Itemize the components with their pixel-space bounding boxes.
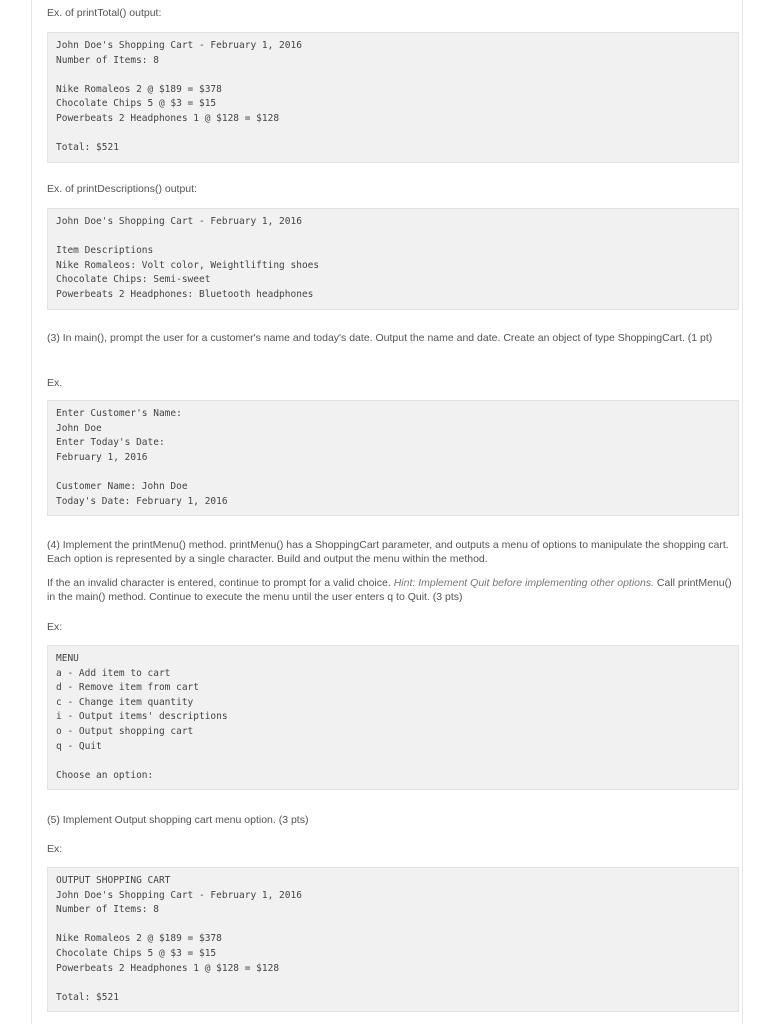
- step4-instructions-2: [47, 576, 742, 604]
- print-total-label: Ex. of printTotal() output:: [47, 7, 162, 19]
- code-line: John Doe: [56, 422, 102, 434]
- code-blank-line: [56, 754, 730, 769]
- code-line: OUTPUT SHOPPING CART: [56, 875, 171, 886]
- code-line: Enter Today's Date:: [56, 437, 165, 449]
- code-line: Today's Date: February 1, 2016: [56, 495, 228, 507]
- step5-instructions: (5) Implement Output shopping cart menu option. (3 pts): [47, 814, 309, 826]
- code-line: Enter Customer's Name:: [56, 408, 182, 419]
- code-line: Customer Name: John Doe: [56, 480, 188, 492]
- code-blank-line: [56, 918, 730, 933]
- code-line: i - Output items' descriptions: [56, 711, 228, 723]
- code-line: o - Output shopping cart: [56, 725, 194, 737]
- code-line: Nike Romaleos: Volt color, Weightlifting shoes: [56, 259, 320, 271]
- code-blank-line: [56, 230, 730, 245]
- step3-example-label: Ex.: [47, 377, 63, 389]
- code-line: Powerbeats 2 Headphones: Bluetooth headphones: [56, 288, 314, 300]
- code-line: MENU: [56, 653, 79, 664]
- code-line: d - Remove item from cart: [56, 682, 199, 694]
- step3-instructions: (3) In main(), prompt the user for a customer's name and today's date. Output the name and date. Create an object of type ShoppingCart. (1 pt): [47, 332, 713, 344]
- step4-instructions: (4) Implement the printMenu() method. printMenu() has a ShoppingCart parameter, and outputs a menu of options to manipulate the shopping cart. Each option is represented by a single character. Build and output the menu within the method.: [47, 539, 729, 565]
- step4-example-label: Ex:: [47, 621, 63, 633]
- code-line: Total: $521: [56, 991, 119, 1003]
- print-descriptions-code-block: [47, 208, 739, 310]
- code-blank-line: [56, 976, 730, 991]
- code-blank-line: [56, 68, 730, 83]
- step5-code-block: [47, 867, 739, 1012]
- step4-text-b: Call printMenu() in the main() method. Continue to execute the menu until the user enters q to Quit. (3 pts): [47, 577, 732, 603]
- step3-code-block: [47, 400, 739, 516]
- step4-hint: Hint: Implement Quit before implementing other options.: [393, 577, 654, 589]
- code-line: a - Add item to cart: [56, 667, 171, 679]
- step4-text-a: If the an invalid character is entered, continue to prompt for a valid choice.: [47, 577, 394, 589]
- code-line: Chocolate Chips 5 @ $3 = $15: [56, 947, 217, 959]
- code-line: Choose an option:: [56, 769, 154, 781]
- step4-menu-code-block: [47, 645, 739, 790]
- code-blank-line: [56, 465, 730, 480]
- code-line: Number of Items: 8: [56, 904, 159, 916]
- code-line: q - Quit: [56, 740, 102, 752]
- code-blank-line: [56, 127, 730, 142]
- code-line: John Doe's Shopping Cart - February 1, 2016: [56, 40, 302, 51]
- print-total-code-block: [47, 32, 739, 163]
- code-line: c - Change item quantity: [56, 696, 194, 708]
- code-line: John Doe's Shopping Cart - February 1, 2016: [56, 216, 302, 227]
- code-line: Chocolate Chips 5 @ $3 = $15: [56, 98, 217, 110]
- code-line: Powerbeats 2 Headphones 1 @ $128 = $128: [56, 112, 280, 124]
- print-descriptions-label: Ex. of printDescriptions() output:: [47, 183, 197, 195]
- code-line: Chocolate Chips: Semi-sweet: [56, 274, 211, 286]
- step5-example-label: Ex:: [47, 843, 63, 855]
- code-line: Item Descriptions: [56, 245, 154, 257]
- code-line: Total: $521: [56, 142, 119, 154]
- code-line: John Doe's Shopping Cart - February 1, 2016: [56, 889, 302, 901]
- code-line: Powerbeats 2 Headphones 1 @ $128 = $128: [56, 962, 280, 974]
- code-line: February 1, 2016: [56, 451, 148, 463]
- code-line: Number of Items: 8: [56, 54, 159, 66]
- code-line: Nike Romaleos 2 @ $189 = $378: [56, 83, 222, 95]
- code-line: Nike Romaleos 2 @ $189 = $378: [56, 933, 222, 945]
